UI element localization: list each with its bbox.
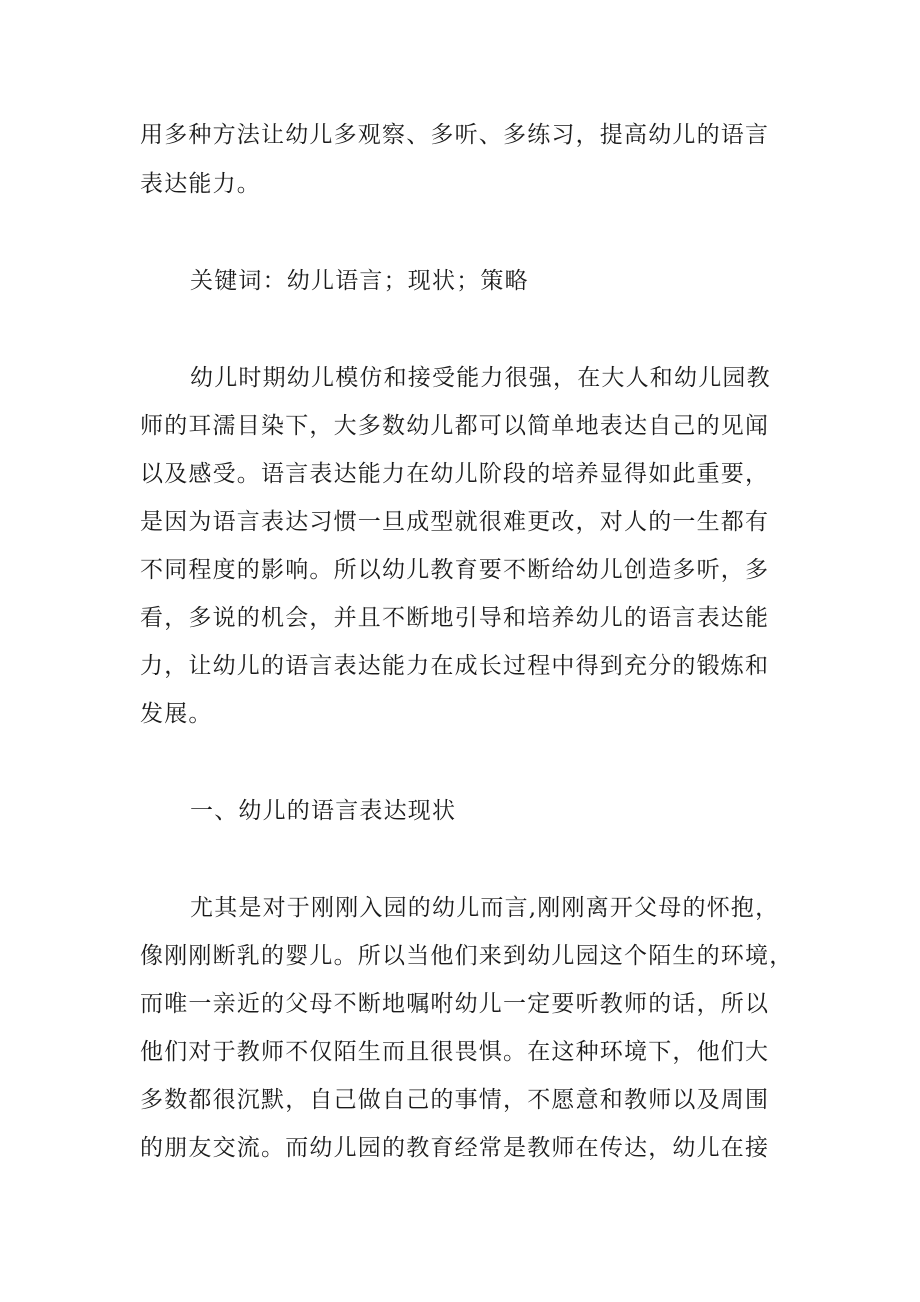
keywords-line: 关键词：幼儿语言；现状；策略 bbox=[190, 268, 529, 294]
intro-line: 是因为语言表达习惯一旦成型就很难更改，对人的一生都有 bbox=[140, 509, 770, 535]
section-body-line: 而唯一亲近的父母不断地嘱咐幼儿一定要听教师的话，所以 bbox=[140, 991, 770, 1017]
abstract-line: 用多种方法让幼儿多观察、多听、多练习，提高幼儿的语言 bbox=[140, 122, 770, 148]
intro-line: 不同程度的影响。所以幼儿教育要不断给幼儿创造多听，多 bbox=[140, 557, 770, 583]
intro-line: 看，多说的机会，并且不断地引导和培养幼儿的语言表达能 bbox=[140, 605, 770, 631]
abstract-line: 表达能力。 bbox=[140, 171, 261, 197]
section-body-line: 他们对于教师不仅陌生而且很畏惧。在这种环境下，他们大 bbox=[140, 1039, 770, 1065]
intro-line: 幼儿时期幼儿模仿和接受能力很强，在大人和幼儿园教 bbox=[190, 365, 771, 391]
intro-line: 以及感受。语言表达能力在幼儿阶段的培养显得如此重要， bbox=[140, 461, 770, 487]
section-body-line: 多数都很沉默，自己做自己的事情，不愿意和教师以及周围 bbox=[140, 1087, 770, 1113]
section-body-line: 像刚刚断乳的婴儿。所以当他们来到幼儿园这个陌生的环境， bbox=[140, 943, 794, 969]
section-body-line: 尤其是对于刚刚入园的幼儿而言,刚刚离开父母的怀抱， bbox=[190, 895, 780, 921]
intro-line: 师的耳濡目染下，大多数幼儿都可以简单地表达自己的见闻 bbox=[140, 413, 770, 439]
section-body-line: 的朋友交流。而幼儿园的教育经常是教师在传达，幼儿在接 bbox=[140, 1135, 770, 1161]
intro-line: 力，让幼儿的语言表达能力在成长过程中得到充分的锻炼和 bbox=[140, 653, 770, 679]
section-heading: 一、幼儿的语言表达现状 bbox=[190, 798, 457, 824]
intro-line: 发展。 bbox=[140, 701, 213, 727]
